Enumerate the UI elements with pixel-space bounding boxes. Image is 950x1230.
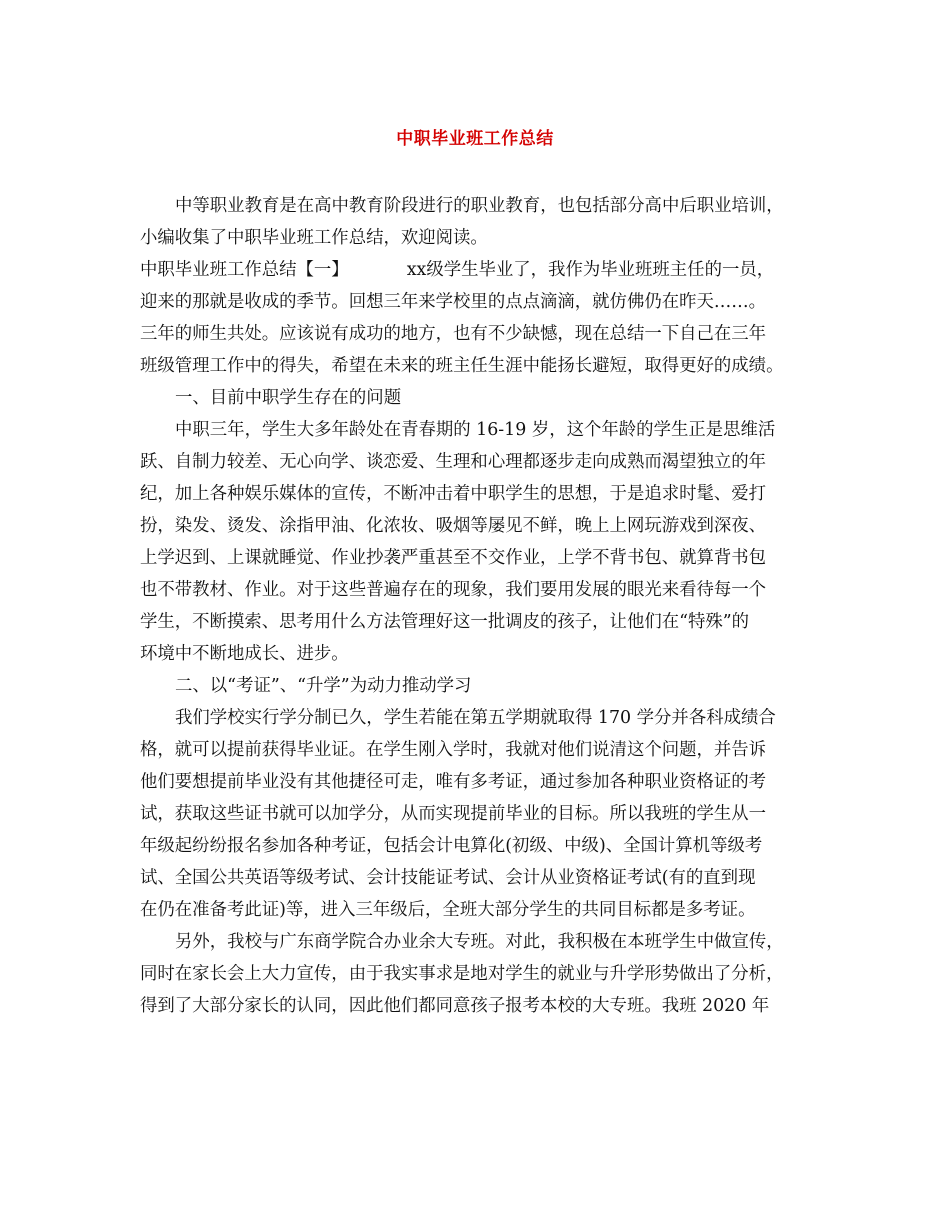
text-line-content: 一、目前中职学生存在的问题 xyxy=(175,388,402,408)
text-line xyxy=(140,286,830,318)
document-body xyxy=(140,190,830,1022)
text-line xyxy=(140,350,830,382)
text-line-content: 年级起纷纷报名参加各种考证，包括会计电算化(初级、中级)、全国计算机等级考 xyxy=(140,836,763,856)
text-line xyxy=(140,574,830,606)
text-line-content: 中等职业教育是在高中教育阶段进行的职业教育，也包括部分高中后职业培训， xyxy=(175,196,784,216)
text-line-content: 也不带教材、作业。对于这些普遍存在的现象，我们要用发展的眼光来看待每一个 xyxy=(140,580,767,600)
text-line-content: 同时在家长会上大力宣传，由于我实事求是地对学生的就业与升学形势做出了分析， xyxy=(140,964,784,984)
text-line-content: 格，就可以提前获得毕业证。在学生刚入学时，我就对他们说清这个问题，并告诉 xyxy=(140,740,767,760)
text-line-content: 小编收集了中职毕业班工作总结，欢迎阅读。 xyxy=(140,228,488,248)
text-line-continuation: xx级学生毕业了，我作为毕业班班主任的一员， xyxy=(406,260,775,280)
text-line-content: 班级管理工作中的得失，希望在未来的班主任生涯中能扬长避短，取得更好的成绩。 xyxy=(140,356,784,376)
text-line xyxy=(140,830,830,862)
text-line xyxy=(140,190,830,222)
text-line-content: 在仍在准备考此证)等，进入三年级后，全班大部分学生的共同目标都是多考证。 xyxy=(140,900,756,920)
text-line-content: 学生，不断摸索、思考用什么方法管理好这一批调皮的孩子，让他们在“特殊”的 xyxy=(140,612,750,632)
text-line xyxy=(140,478,830,510)
text-line-content: 他们要想提前毕业没有其他捷径可走，唯有多考证，通过参加各种职业资格证的考 xyxy=(140,772,767,792)
text-line-content: 另外，我校与广东商学院合办业余大专班。对此，我积极在本班学生中做宣传， xyxy=(175,932,784,952)
text-line xyxy=(140,990,830,1022)
text-line-content: 三年的师生共处。应该说有成功的地方，也有不少缺憾，现在总结一下自己在三年 xyxy=(140,324,767,344)
text-line-content: 二、以“考证”、“升学”为动力推动学习 xyxy=(175,676,472,696)
text-line-content: 我们学校实行学分制已久，学生若能在第五学期就取得 170 学分并各科成绩合 xyxy=(175,708,776,728)
text-line xyxy=(140,542,830,574)
text-line-content: 得到了大部分家长的认同，因此他们都同意孩子报考本校的大专班。我班 2020 年 xyxy=(140,996,770,1016)
text-line xyxy=(140,894,830,926)
text-line xyxy=(140,606,830,638)
document-title: 中职毕业班工作总结 xyxy=(396,129,554,149)
text-line-content: 中职毕业班工作总结【一】 xyxy=(140,260,349,280)
text-line-content: 中职三年，学生大多年龄处在青春期的 16-19 岁，这个年龄的学生正是思维活 xyxy=(175,420,776,440)
text-line xyxy=(140,926,830,958)
text-line xyxy=(140,638,830,670)
text-line xyxy=(140,222,830,254)
text-line xyxy=(140,510,830,542)
text-line xyxy=(140,766,830,798)
text-line-content: 纪，加上各种娱乐媒体的宣传，不断冲击着中职学生的思想，于是追求时髦、爱打 xyxy=(140,484,767,504)
text-line-content: 试，获取这些证书就可以加学分，从而实现提前毕业的目标。所以我班的学生从一 xyxy=(140,804,767,824)
text-line-content: 试、全国公共英语等级考试、会计技能证考试、会计从业资格证考试(有的直到现 xyxy=(140,868,756,888)
text-line-content: 环境中不断地成长、进步。 xyxy=(140,644,349,664)
text-line xyxy=(140,318,830,350)
text-line-content: 上学迟到、上课就睡觉、作业抄袭严重甚至不交作业，上学不背书包、就算背书包 xyxy=(140,548,767,568)
text-line xyxy=(140,734,830,766)
text-line xyxy=(140,670,830,702)
text-line xyxy=(140,446,830,478)
text-line-content: 跃、自制力较差、无心向学、谈恋爱、生理和心理都逐步走向成熟而渴望独立的年 xyxy=(140,452,767,472)
text-line-content: 迎来的那就是收成的季节。回想三年来学校里的点点滴滴，就仿佛仍在昨天……。 xyxy=(140,292,767,312)
text-line xyxy=(140,862,830,894)
text-line xyxy=(140,958,830,990)
text-line-content: 扮，染发、烫发、涂指甲油、化浓妆、吸烟等屡见不鲜，晚上上网玩游戏到深夜、 xyxy=(140,516,767,536)
text-line xyxy=(140,798,830,830)
text-line xyxy=(140,382,830,414)
text-line xyxy=(140,702,830,734)
text-line xyxy=(140,254,830,286)
text-line xyxy=(140,414,830,446)
